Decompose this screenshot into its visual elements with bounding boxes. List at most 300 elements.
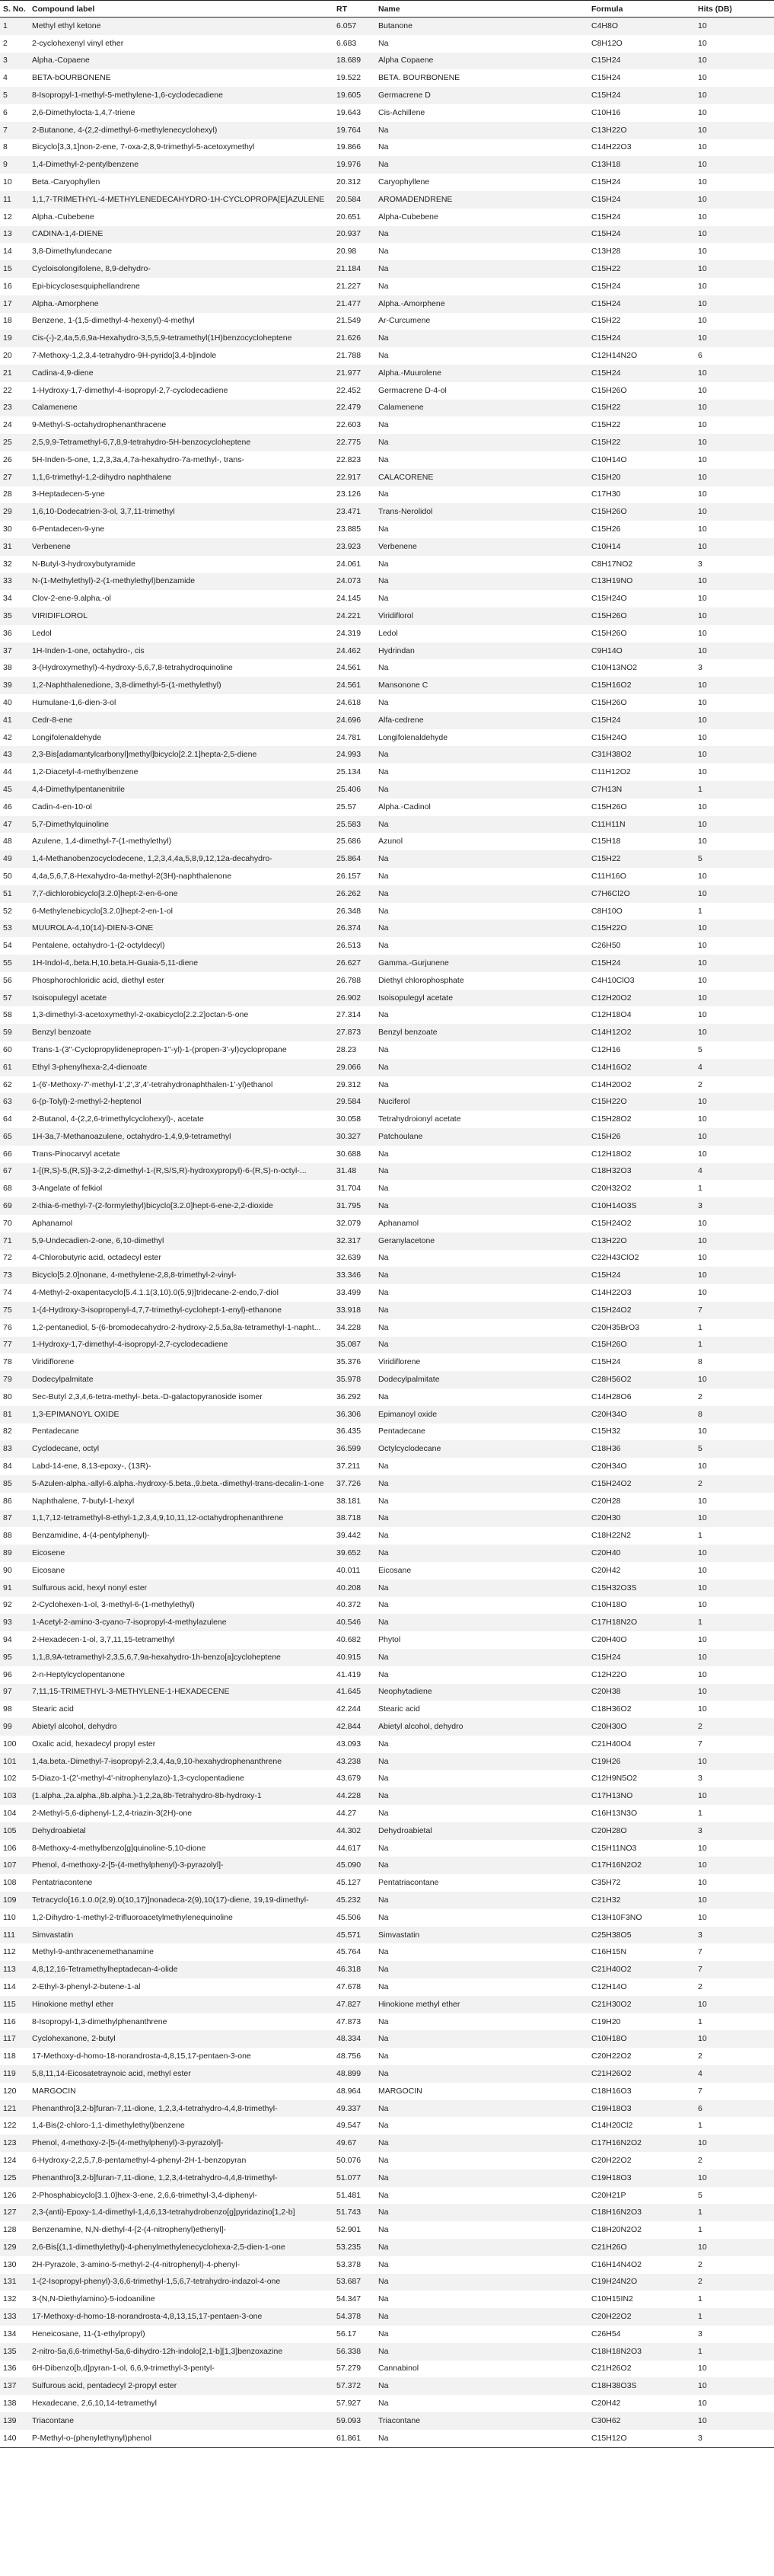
cell-compound-label: Cadina-4,9-diene — [29, 365, 333, 382]
cell-compound-label: Longifolenaldehyde — [32, 732, 102, 742]
cell-formula: C16H15N — [591, 1947, 627, 1957]
cell-name: Na — [378, 1912, 389, 1922]
cell-formula: C19H18O3 — [588, 2170, 695, 2187]
cell-rt: 35.376 — [336, 1357, 362, 1367]
cell-compound-label: 3,8-Dimethylundecane — [32, 247, 113, 257]
cell-rt: 31.48 — [333, 1163, 375, 1181]
cell-formula: C19H26 — [588, 1753, 695, 1771]
table-row — [0, 2152, 774, 2170]
cell-formula: C18H32O3 — [588, 1163, 695, 1181]
cell-name: Na — [375, 746, 588, 764]
cell-rt: 26.627 — [333, 955, 375, 972]
cell-rt: 20.584 — [333, 191, 375, 209]
cell-sno: 19 — [0, 330, 29, 347]
table-row — [0, 295, 774, 313]
cell-hits: 2 — [698, 1392, 702, 1401]
table-row — [0, 226, 774, 244]
cell-compound-label: Alpha.-Copaene — [29, 53, 333, 70]
header-name: Name — [375, 1, 588, 18]
cell-sno: 32 — [3, 559, 12, 569]
cell-compound-label: 4,4-Dimethylpentanenitrile — [29, 781, 333, 799]
cell-compound-label: 7,7-dichlorobicyclo[3.2.0]hept-2-en-6-one — [29, 885, 333, 903]
cell-rt: 23.923 — [333, 538, 375, 556]
cell-formula: C15H24 — [588, 330, 695, 347]
cell-sno: 6 — [3, 107, 8, 117]
cell-compound-label: 2-cyclohexenyl vinyl ether — [32, 38, 124, 48]
table-row — [0, 955, 774, 972]
cell-formula: C14H16O2 — [588, 1059, 695, 1076]
cell-hits: 3 — [695, 2430, 774, 2447]
cell-compound-label: 6-Methylenebicyclo[3.2.0]hept-2-en-1-ol — [32, 906, 174, 916]
cell-hits: 1 — [695, 2308, 774, 2326]
cell-compound-label: Cis-(-)-2,4a,5,6,9a-Hexahydro-3,5,5,9-tetramethyl(1H)benzocycloheptene — [29, 330, 333, 347]
cell-compound-label: 8-Isopropyl-1,3-dimethylphenanthrene — [32, 2016, 167, 2026]
cell-hits: 3 — [695, 1197, 774, 1215]
cell-name: Na — [375, 2100, 588, 2118]
cell-hits: 10 — [698, 1843, 707, 1853]
table-row — [0, 816, 774, 834]
cell-hits: 1 — [698, 2121, 702, 2131]
cell-formula: C20H42 — [591, 1565, 621, 1575]
table-row — [0, 1649, 774, 1666]
cell-compound-label: Bicyclo[3,3,1]non-2-ene, 7-oxa-2,8,9-trimethyl-5-acetoxymethyl — [32, 142, 255, 152]
cell-formula: C15H24 — [588, 712, 695, 729]
table-row — [0, 972, 774, 990]
cell-formula: C20H35BrO3 — [591, 1322, 640, 1332]
cell-rt: 38.718 — [333, 1510, 375, 1528]
cell-name: Alpha.-Muurolene — [375, 365, 588, 382]
cell-rt: 26.262 — [333, 885, 375, 903]
cell-compound-label: Pentatriacontene — [32, 1878, 93, 1888]
cell-rt: 48.756 — [336, 2052, 362, 2061]
cell-sno: 28 — [3, 489, 12, 499]
cell-hits: 10 — [698, 1565, 707, 1575]
cell-sno: 124 — [3, 2155, 17, 2165]
cell-compound-label: Eicosene — [29, 1545, 333, 1562]
cell-sno: 63 — [0, 1093, 29, 1111]
cell-sno: 57 — [0, 990, 29, 1007]
cell-hits: 1 — [698, 2294, 702, 2304]
cell-formula: C15H26 — [588, 1128, 695, 1146]
table-row — [0, 1128, 774, 1146]
cell-sno: 134 — [3, 2329, 17, 2338]
cell-formula: C13H18 — [588, 156, 695, 174]
cell-name: AROMADENDRENE — [375, 191, 588, 209]
cell-hits: 1 — [698, 2016, 702, 2026]
table-row — [0, 139, 774, 157]
cell-formula: C9H14O — [588, 642, 695, 660]
cell-rt: 25.864 — [333, 850, 375, 868]
cell-rt: 27.873 — [333, 1024, 375, 1041]
cell-name: Na — [378, 1184, 389, 1194]
cell-hits: 10 — [698, 1669, 707, 1679]
cell-rt: 19.605 — [333, 87, 375, 104]
cell-rt: 19.522 — [336, 73, 362, 83]
table-row — [0, 1093, 774, 1111]
cell-rt: 31.795 — [333, 1197, 375, 1215]
table-row — [0, 434, 774, 451]
cell-hits: 10 — [695, 1093, 774, 1111]
cell-compound-label: Phenol, 4-methoxy-2-[5-(4-methylphenyl)-3-pyrazolyl]- — [29, 2134, 333, 2152]
cell-name: Na — [375, 1475, 588, 1493]
cell-rt: 33.918 — [333, 1302, 375, 1319]
cell-name: Diethyl chlorophosphate — [378, 975, 464, 985]
table-row — [0, 2134, 774, 2152]
cell-formula: C20H28O — [588, 1822, 695, 1840]
cell-compound-label: Alpha.-Amorphene — [29, 295, 333, 313]
cell-rt: 49.337 — [333, 2100, 375, 2118]
table-row — [0, 1701, 774, 1718]
cell-sno: 14 — [3, 247, 12, 257]
cell-sno: 114 — [3, 1981, 16, 1991]
cell-hits: 10 — [695, 1267, 774, 1284]
table-row — [0, 2291, 774, 2308]
cell-name: Na — [375, 260, 588, 278]
table-row — [0, 1319, 774, 1337]
cell-formula: C10H14 — [588, 538, 695, 556]
cell-compound-label: Benzyl benzoate — [29, 1024, 333, 1041]
cell-hits: 10 — [695, 607, 774, 625]
cell-sno: 54 — [3, 941, 12, 951]
cell-hits: 10 — [695, 226, 774, 244]
cell-name: Na — [378, 2294, 389, 2304]
cell-name: Geranylacetone — [375, 1232, 588, 1250]
cell-sno: 33 — [0, 573, 29, 591]
cell-formula: C11H12O2 — [591, 767, 631, 777]
cell-formula: C18H22N2 — [591, 1531, 631, 1541]
cell-sno: 105 — [0, 1822, 29, 1840]
cell-compound-label: 2,3-(anti)-Epoxy-1,4-dimethyl-1,4,6,13-tetrahydrobenzo[g]pyridazino[1,2-b] — [29, 2204, 333, 2221]
cell-hits: 10 — [698, 1010, 707, 1020]
cell-sno: 52 — [3, 906, 12, 916]
cell-name: Na — [375, 2204, 588, 2221]
cell-formula: C15H24O2 — [588, 1475, 695, 1493]
cell-hits: 10 — [695, 295, 774, 313]
cell-formula: C10H14O3S — [588, 1197, 695, 1215]
header-hits: Hits (DB) — [695, 1, 774, 18]
cell-rt: 24.618 — [336, 697, 362, 707]
cell-sno: 26 — [3, 454, 12, 464]
cell-rt: 21.626 — [333, 330, 375, 347]
table-row — [0, 2430, 774, 2447]
cell-name: Na — [375, 226, 588, 244]
cell-hits: 2 — [695, 2274, 774, 2291]
cell-formula: C18H20N2O2 — [591, 2225, 642, 2235]
cell-hits: 10 — [698, 1635, 707, 1644]
cell-compound-label: Eicosane — [32, 1565, 65, 1575]
cell-compound-label: 1,2-pentanediol, 5-(6-bromodecahydro-2-hydroxy-2,5,5a,8a-tetramethyl-1-napht... — [32, 1322, 321, 1332]
cell-sno: 27 — [0, 469, 29, 486]
cell-rt: 22.775 — [333, 434, 375, 451]
table-row — [0, 521, 774, 538]
cell-compound-label: Heneicosane, 11-(1-ethylpropyl) — [32, 2329, 145, 2338]
cell-name: Na — [375, 1961, 588, 1978]
cell-rt: 38.181 — [336, 1496, 362, 1506]
cell-hits: 7 — [698, 1947, 702, 1957]
cell-rt: 41.419 — [336, 1669, 362, 1679]
cell-hits: 10 — [695, 2170, 774, 2187]
cell-name: Aphanamol — [378, 1218, 419, 1228]
table-row — [0, 677, 774, 694]
cell-sno: 85 — [0, 1475, 29, 1493]
cell-formula: C15H26O — [588, 607, 695, 625]
header-compound-label: Compound label — [29, 1, 333, 18]
cell-sno: 3 — [0, 53, 29, 70]
cell-name: Na — [378, 1669, 389, 1679]
cell-compound-label: Sulfurous acid, hexyl nonyl ester — [29, 1580, 333, 1597]
cell-compound-label: 3-(Hydroxymethyl)-4-hydroxy-5,6,7,8-tetrahydroquinoline — [32, 663, 233, 673]
cell-hits: 10 — [695, 260, 774, 278]
cell-formula: C12H22O — [591, 1669, 627, 1679]
cell-sno: 121 — [0, 2100, 29, 2118]
cell-sno: 115 — [0, 1996, 29, 2013]
cell-rt: 42.244 — [336, 1704, 362, 1714]
cell-compound-label: 3-Heptadecen-5-yne — [32, 489, 105, 499]
cell-sno: 66 — [3, 1149, 12, 1159]
table-row — [0, 607, 774, 625]
cell-formula: C28H56O2 — [588, 1371, 695, 1388]
cell-formula: C13H22O — [588, 1232, 695, 1250]
cell-name: Abietyl alcohol, dehydro — [375, 1718, 588, 1736]
cell-formula: C21H32 — [588, 1892, 695, 1909]
cell-name: Na — [375, 2065, 588, 2083]
cell-name: Na — [378, 1288, 389, 1298]
cell-formula: C20H22O2 — [591, 2155, 632, 2165]
cell-hits: 10 — [695, 1232, 774, 1250]
table-row — [0, 2187, 774, 2205]
cell-formula: C18H18N2O3 — [588, 2343, 695, 2361]
cell-name: Na — [375, 2030, 588, 2048]
table-row — [0, 503, 774, 521]
cell-compound-label: 5,8,11,14-Eicosatetraynoic acid, methyl ester — [29, 2065, 333, 2083]
table-row — [0, 885, 774, 903]
cell-hits: 2 — [695, 1475, 774, 1493]
table-row — [0, 1041, 774, 1059]
table-row — [0, 469, 774, 486]
cell-sno: 76 — [3, 1322, 12, 1332]
cell-sno: 109 — [0, 1892, 29, 1909]
cell-compound-label: 8-Isopropyl-1-methyl-5-methylene-1,6-cyclodecadiene — [29, 87, 333, 104]
cell-formula: C35H72 — [591, 1878, 621, 1888]
table-row — [0, 1250, 774, 1267]
cell-compound-label: Abietyl alcohol, dehydro — [29, 1718, 333, 1736]
cell-rt: 23.471 — [333, 503, 375, 521]
table-row — [0, 400, 774, 417]
cell-rt: 26.902 — [333, 990, 375, 1007]
cell-compound-label: 17-Methoxy-d-homo-18-norandrosta-4,8,13,15,17-pentaen-3-one — [29, 2308, 333, 2326]
cell-sno: 20 — [3, 351, 12, 361]
cell-sno: 38 — [3, 663, 12, 673]
cell-hits: 10 — [695, 469, 774, 486]
cell-formula: C12H20O2 — [588, 990, 695, 1007]
cell-rt: 26.348 — [336, 906, 362, 916]
table-row — [0, 104, 774, 122]
cell-formula: C21H26O2 — [591, 2364, 632, 2374]
cell-name: Na — [378, 2329, 389, 2338]
cell-rt: 21.227 — [336, 281, 362, 291]
cell-name: Na — [375, 330, 588, 347]
cell-formula: C15H24 — [588, 191, 695, 209]
cell-sno: 9 — [0, 156, 29, 174]
cell-compound-label: 2-n-Heptylcyclopentanone — [32, 1669, 125, 1679]
cell-rt: 21.788 — [336, 351, 362, 361]
cell-hits: 10 — [695, 1753, 774, 1771]
cell-hits: 5 — [695, 850, 774, 868]
cell-name: Na — [375, 2377, 588, 2395]
table-row — [0, 2274, 774, 2291]
cell-hits: 10 — [698, 1288, 707, 1298]
cell-hits: 10 — [698, 1704, 707, 1714]
cell-name: Cannabinol — [378, 2364, 419, 2374]
cell-compound-label: Calamenene — [29, 400, 333, 417]
cell-formula: C15H24O — [591, 732, 627, 742]
cell-formula: C12H18O2 — [591, 1149, 632, 1159]
cell-hits: 10 — [698, 489, 707, 499]
table-row — [0, 2030, 774, 2048]
cell-name: Na — [378, 1981, 389, 1991]
cell-formula: C15H24O — [591, 594, 627, 604]
cell-rt: 24.145 — [336, 594, 362, 604]
cell-name: Na — [378, 941, 389, 951]
cell-formula: C15H24 — [588, 365, 695, 382]
cell-name: Na — [375, 1337, 588, 1354]
cell-name: Ledol — [378, 628, 398, 638]
cell-name: Na — [375, 573, 588, 591]
cell-sno: 123 — [0, 2134, 29, 2152]
table-row — [0, 2100, 774, 2118]
cell-compound-label: Isoisopulegyl acetate — [29, 990, 333, 1007]
cell-compound-label: Bicyclo[5.2.0]nonane, 4-methylene-2,8,8-trimethyl-2-vinyl- — [29, 1267, 333, 1284]
cell-compound-label: 1-(2-Isopropyl-phenyl)-3,6,6-trimethyl-1,5,6,7-tetrahydro-indazol-4-one — [29, 2274, 333, 2291]
cell-sno: 87 — [0, 1510, 29, 1528]
cell-formula: C20H34O — [591, 1462, 627, 1471]
cell-hits: 5 — [695, 1440, 774, 1458]
table-row — [0, 1215, 774, 1232]
table-row — [0, 260, 774, 278]
table-row — [0, 1232, 774, 1250]
cell-rt: 35.978 — [333, 1371, 375, 1388]
table-header — [0, 1, 774, 18]
cell-rt: 29.066 — [333, 1059, 375, 1076]
cell-compound-label: 1,3-EPIMANOYL OXIDE — [29, 1406, 333, 1423]
cell-rt: 36.435 — [336, 1427, 362, 1436]
table-row — [0, 1666, 774, 1684]
cell-hits: 1 — [695, 2343, 774, 2361]
cell-rt: 40.208 — [333, 1580, 375, 1597]
cell-name: Na — [378, 38, 389, 48]
cell-sno: 30 — [3, 524, 12, 534]
cell-name: Na — [378, 767, 389, 777]
cell-hits: 10 — [695, 1684, 774, 1701]
cell-hits: 10 — [695, 365, 774, 382]
cell-rt: 26.157 — [336, 871, 362, 881]
cell-sno: 75 — [0, 1302, 29, 1319]
cell-sno: 100 — [3, 1739, 17, 1749]
cell-formula: C12H14N2O — [591, 351, 638, 361]
cell-name: Hinokione methyl ether — [375, 1996, 588, 2013]
cell-compound-label: VIRIDIFLOROL — [29, 607, 333, 625]
cell-formula: C15H24O2 — [591, 1218, 632, 1228]
cell-compound-label: Tetracyclo[16.1.0.0(2,9).0(10,17)]nonadeca-2(9),10(17)-diene, 19,19-dimethyl- — [29, 1892, 333, 1909]
cell-name: Na — [375, 2170, 588, 2187]
cell-compound-label: 2-thia-6-methyl-7-(2-formylethyl)bicyclo[3.2.0]hept-6-ene-2,2-dioxide — [29, 1197, 333, 1215]
cell-rt: 24.993 — [333, 746, 375, 764]
cell-compound-label: 2,6-Bis[(1,1-dimethylethyl)-4-phenylmethylenecyclohexa-2,5-dien-1-one — [29, 2239, 333, 2256]
cell-hits: 10 — [698, 38, 707, 48]
cell-compound-label: 1-Hydroxy-1,7-dimethyl-4-isopropyl-2,7-cyclodecadiene — [29, 1337, 333, 1354]
cell-name: Caryophyllene — [378, 177, 430, 187]
table-row — [0, 920, 774, 937]
cell-name: Na — [378, 2121, 389, 2131]
cell-formula: C15H22 — [588, 850, 695, 868]
cell-sno: 56 — [3, 975, 12, 985]
cell-formula: C19H18O3 — [588, 2100, 695, 2118]
cell-rt: 21.477 — [333, 295, 375, 313]
cell-sno: 113 — [0, 1961, 29, 1978]
cell-sno: 40 — [3, 697, 12, 707]
cell-rt: 20.937 — [333, 226, 375, 244]
cell-formula: C20H42 — [591, 2399, 621, 2409]
cell-compound-label: N-Butyl-3-hydroxybutyramide — [32, 559, 135, 569]
cell-formula: C17H30 — [591, 489, 621, 499]
table-row — [0, 1337, 774, 1354]
table-row — [0, 1562, 774, 1580]
cell-hits: 10 — [698, 107, 707, 117]
cell-formula: C10H18O — [588, 2030, 695, 2048]
cell-rt: 21.977 — [333, 365, 375, 382]
cell-sno: 132 — [3, 2294, 17, 2304]
cell-compound-label: Pentalene, octahydro-1-(2-octyldecyl) — [32, 941, 165, 951]
cell-name: Na — [375, 2134, 588, 2152]
table-row — [0, 2083, 774, 2100]
cell-formula: C13H19NO — [588, 573, 695, 591]
table-row — [0, 1996, 774, 2013]
cell-compound-label: 2H-Pyrazole, 3-amino-5-methyl-2-(4-nitrophenyl)-4-phenyl- — [32, 2259, 240, 2269]
cell-compound-label: 1,1,7,12-tetramethyl-8-ethyl-1,2,3,4,9,10,11,12-octahydrophenanthrene — [29, 1510, 333, 1528]
cell-compound-label: 4-Methyl-2-oxapentacyclo[5.4.1.1(3,10).0(5,9)]tridecane-2-endo,7-diol — [32, 1288, 279, 1298]
cell-compound-label: 1H-3a,7-Methanoazulene, octahydro-1,4,9,9-tetramethyl — [29, 1128, 333, 1146]
cell-sno: 12 — [3, 212, 12, 222]
cell-rt: 43.093 — [336, 1739, 362, 1749]
cell-name: Alpha.-Amorphene — [375, 295, 588, 313]
cell-compound-label: 3-(N,N-Diethylamino)-5-iodoaniline — [32, 2294, 155, 2304]
table-row — [0, 1684, 774, 1701]
cell-rt: 36.306 — [333, 1406, 375, 1423]
table-row — [0, 1927, 774, 1944]
cell-name: Germacrene D — [375, 87, 588, 104]
cell-hits: 2 — [698, 2259, 702, 2269]
cell-rt: 34.228 — [336, 1322, 362, 1332]
cell-hits: 2 — [698, 1981, 702, 1991]
table-row — [0, 1787, 774, 1805]
cell-name: Na — [378, 420, 389, 430]
cell-name: Na — [375, 434, 588, 451]
table-row — [0, 365, 774, 382]
cell-hits: 10 — [695, 1649, 774, 1666]
cell-hits: 7 — [695, 1302, 774, 1319]
table-row — [0, 1943, 774, 1961]
cell-rt: 44.27 — [336, 1808, 357, 1818]
cell-compound-label: 1,6,10-Dodecatrien-3-ol, 3,7,11-trimethyl — [29, 503, 333, 521]
cell-sno: 39 — [0, 677, 29, 694]
cell-hits: 10 — [698, 837, 707, 846]
cell-compound-label: Naphthalene, 7-butyl-1-hexyl — [32, 1496, 135, 1506]
cell-compound-label: Ledol — [32, 628, 52, 638]
cell-hits: 3 — [698, 1774, 702, 1784]
cell-name: Na — [375, 156, 588, 174]
cell-formula: C15H26 — [591, 524, 621, 534]
cell-rt: 26.513 — [336, 941, 362, 951]
